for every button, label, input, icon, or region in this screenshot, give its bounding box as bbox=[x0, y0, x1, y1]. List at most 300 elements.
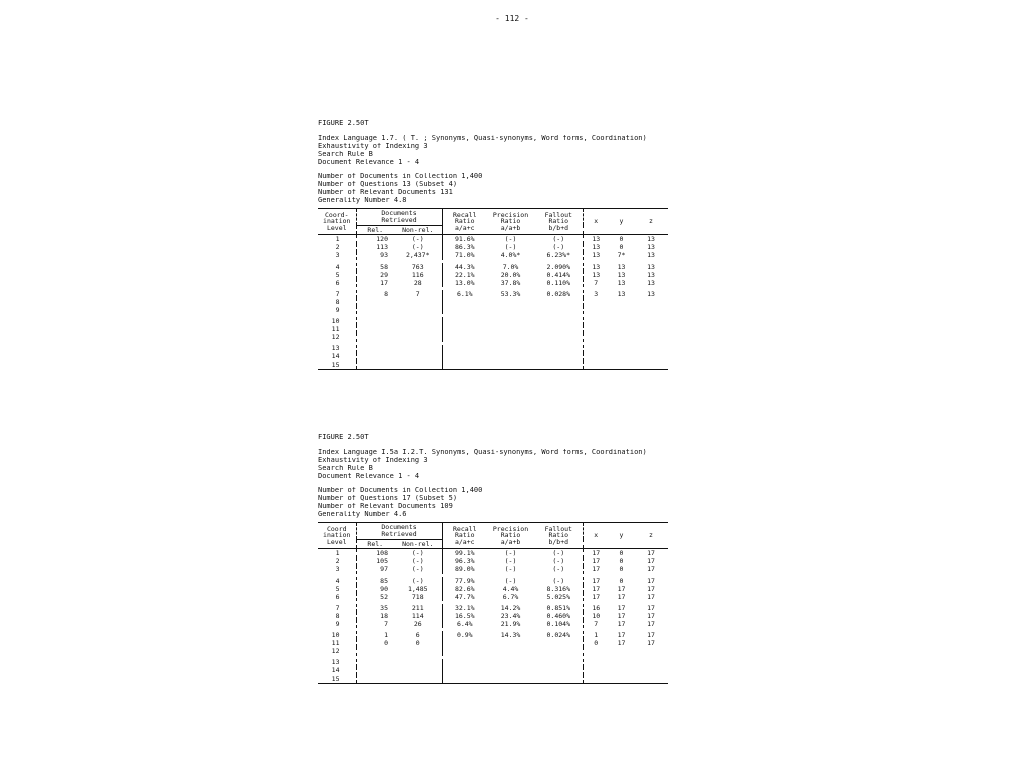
cell-recall: 47.7% bbox=[442, 593, 487, 603]
cell-level: 3 bbox=[335, 251, 340, 260]
cell-fallout bbox=[534, 298, 583, 306]
cell-rel: 108 bbox=[356, 549, 394, 558]
cell-precision: 6.7% bbox=[502, 592, 519, 601]
cell-precision bbox=[487, 647, 534, 657]
cell-level: 13 bbox=[331, 344, 340, 353]
cell-z: 13 bbox=[647, 235, 655, 244]
table-row bbox=[318, 244, 668, 252]
cell-fallout: (-) bbox=[552, 576, 565, 585]
cell-y: 17 bbox=[617, 603, 626, 612]
cell-x: 0 bbox=[583, 639, 609, 647]
cell-recall bbox=[442, 306, 487, 316]
cell-y bbox=[609, 353, 634, 361]
cell-rel: 52 bbox=[356, 593, 394, 603]
document-relevance: Document Relevance 1 - 4 bbox=[318, 159, 420, 166]
num-questions: Number of Questions 13 (Subset 4) bbox=[318, 181, 458, 188]
cell-nonrel: 2,437* bbox=[406, 251, 430, 260]
header-x: x bbox=[583, 209, 609, 235]
num-relevant: Number of Relevant Documents 131 bbox=[318, 189, 453, 196]
table-row bbox=[318, 316, 668, 326]
table-row bbox=[318, 657, 668, 667]
cell-nonrel: 718 bbox=[411, 592, 424, 601]
header-recall: Recall Ratio a/a+c bbox=[442, 523, 487, 549]
table-row bbox=[318, 306, 668, 316]
cell-level: 8 bbox=[335, 297, 340, 306]
cell-nonrel bbox=[394, 316, 442, 326]
cell-y: 13 bbox=[617, 270, 626, 279]
cell-nonrel bbox=[394, 675, 442, 684]
cell-rel: 105 bbox=[356, 558, 394, 566]
cell-precision bbox=[487, 657, 534, 667]
cell-x: 13 bbox=[583, 271, 609, 279]
cell-x bbox=[583, 343, 609, 353]
cell-nonrel: (-) bbox=[411, 565, 424, 574]
cell-precision: 14.3% bbox=[500, 631, 521, 640]
cell-precision: (-) bbox=[504, 565, 517, 574]
cell-rel: 93 bbox=[356, 252, 394, 262]
table-row bbox=[318, 279, 668, 289]
cell-z: 13 bbox=[647, 262, 655, 271]
cell-level: 2 bbox=[335, 557, 340, 566]
cell-precision bbox=[487, 343, 534, 353]
cell-rel bbox=[356, 675, 394, 684]
header-y: y bbox=[619, 531, 624, 540]
cell-nonrel: (-) bbox=[411, 557, 424, 566]
num-relevant: Number of Relevant Documents 109 bbox=[318, 503, 453, 510]
cell-rel bbox=[356, 333, 394, 343]
cell-x: 17 bbox=[583, 566, 609, 576]
cell-fallout bbox=[534, 316, 583, 326]
cell-x: 3 bbox=[583, 289, 609, 299]
cell-nonrel: 1,485 bbox=[407, 584, 428, 593]
cell-x: 16 bbox=[583, 603, 609, 613]
search-rule: Search Rule B bbox=[318, 465, 373, 472]
table-row bbox=[318, 585, 668, 593]
cell-nonrel bbox=[394, 657, 442, 667]
results-table bbox=[318, 522, 668, 684]
cell-z: 13 bbox=[647, 289, 655, 298]
cell-z bbox=[634, 316, 668, 326]
cell-rel: 97 bbox=[356, 566, 394, 576]
cell-y bbox=[609, 333, 634, 343]
header-rel: Rel. bbox=[356, 539, 394, 549]
cell-recall: 6.4% bbox=[442, 620, 487, 630]
cell-x: 1 bbox=[583, 630, 609, 640]
cell-x: 17 bbox=[583, 593, 609, 603]
document-relevance: Document Relevance 1 - 4 bbox=[318, 473, 420, 480]
cell-y: 0 bbox=[619, 576, 624, 585]
table-row bbox=[318, 566, 668, 576]
cell-nonrel: 211 bbox=[411, 603, 424, 612]
cell-precision: 4.0%* bbox=[500, 251, 521, 260]
cell-fallout: 0.414% bbox=[546, 270, 570, 279]
cell-fallout: 8.316% bbox=[546, 584, 570, 593]
cell-fallout: (-) bbox=[552, 549, 565, 558]
cell-nonrel bbox=[394, 353, 442, 361]
cell-recall: 32.1% bbox=[442, 603, 487, 613]
header-nonrel: Non-rel. bbox=[402, 539, 434, 548]
cell-precision bbox=[487, 667, 534, 675]
cell-x: 13 bbox=[583, 244, 609, 252]
header-row bbox=[318, 209, 668, 226]
cell-nonrel: 26 bbox=[413, 619, 422, 628]
cell-z: 17 bbox=[647, 576, 655, 585]
cell-rel: 0 bbox=[356, 639, 394, 647]
figure-bottom bbox=[318, 434, 668, 684]
cell-level: 9 bbox=[335, 305, 340, 314]
cell-z: 17 bbox=[647, 584, 655, 593]
cell-nonrel bbox=[394, 306, 442, 316]
cell-rel: 29 bbox=[356, 271, 394, 279]
header-level: Coord- ination Level bbox=[323, 210, 351, 233]
cell-recall bbox=[442, 298, 487, 306]
cell-y: 13 bbox=[617, 262, 626, 271]
table-row bbox=[318, 639, 668, 647]
cell-z: 13 bbox=[647, 278, 655, 287]
cell-fallout bbox=[534, 657, 583, 667]
cell-x bbox=[583, 667, 609, 675]
header-documents: Documents Retrieved bbox=[356, 209, 442, 226]
table-row bbox=[318, 361, 668, 370]
table-row bbox=[318, 333, 668, 343]
header-x: x bbox=[583, 523, 609, 549]
cell-rel: 120 bbox=[356, 235, 394, 244]
cell-x: 7 bbox=[583, 620, 609, 630]
generality-number: Generality Number 4.6 bbox=[318, 511, 407, 518]
cell-y bbox=[609, 325, 634, 333]
cell-z: 17 bbox=[647, 592, 655, 601]
cell-precision: (-) bbox=[504, 243, 517, 252]
cell-fallout bbox=[534, 325, 583, 333]
header-level: Coord ination Level bbox=[323, 524, 351, 547]
cell-nonrel: 763 bbox=[411, 262, 424, 271]
cell-recall: 77.9% bbox=[442, 575, 487, 585]
figure-title: FIGURE 2.50T bbox=[318, 433, 369, 441]
cell-z: 17 bbox=[647, 631, 655, 640]
header-z: z bbox=[649, 217, 653, 226]
cell-recall bbox=[442, 353, 487, 361]
cell-z: 17 bbox=[647, 549, 655, 558]
header-documents: Documents Retrieved bbox=[356, 523, 442, 540]
cell-precision bbox=[487, 298, 534, 306]
exhaustivity: Exhaustivity of Indexing 3 bbox=[318, 457, 428, 464]
cell-nonrel: (-) bbox=[411, 576, 424, 585]
cell-precision bbox=[487, 325, 534, 333]
cell-nonrel bbox=[394, 361, 442, 370]
header-row bbox=[318, 523, 668, 540]
table-row bbox=[318, 603, 668, 613]
cell-rel bbox=[356, 298, 394, 306]
cell-rel: 58 bbox=[356, 261, 394, 271]
cell-rel: 17 bbox=[356, 279, 394, 289]
cell-fallout bbox=[534, 343, 583, 353]
cell-y bbox=[609, 675, 634, 684]
cell-rel bbox=[356, 316, 394, 326]
cell-level: 10 bbox=[331, 631, 340, 640]
num-questions: Number of Questions 17 (Subset 5) bbox=[318, 495, 458, 502]
cell-y: 17 bbox=[617, 584, 626, 593]
cell-nonrel bbox=[394, 647, 442, 657]
cell-precision: (-) bbox=[504, 576, 517, 585]
table-row bbox=[318, 575, 668, 585]
cell-recall: 86.3% bbox=[442, 244, 487, 252]
cell-z: 17 bbox=[647, 603, 655, 612]
cell-nonrel: 6 bbox=[415, 631, 420, 640]
cell-nonrel: 0 bbox=[415, 639, 420, 648]
cell-x bbox=[583, 657, 609, 667]
results-table bbox=[318, 208, 668, 370]
cell-fallout: 0.024% bbox=[546, 631, 570, 640]
cell-level: 3 bbox=[335, 565, 340, 574]
cell-x bbox=[583, 675, 609, 684]
cell-rel bbox=[356, 306, 394, 316]
cell-y: 13 bbox=[617, 278, 626, 287]
cell-precision: (-) bbox=[504, 557, 517, 566]
cell-recall bbox=[442, 333, 487, 343]
cell-x: 10 bbox=[583, 612, 609, 620]
num-documents: Number of Documents in Collection 1,400 bbox=[318, 173, 483, 180]
cell-fallout: 5.025% bbox=[546, 592, 570, 601]
cell-precision: 4.4% bbox=[502, 584, 519, 593]
cell-level: 11 bbox=[331, 325, 340, 334]
exhaustivity: Exhaustivity of Indexing 3 bbox=[318, 143, 428, 150]
cell-x bbox=[583, 361, 609, 370]
cell-z bbox=[634, 306, 668, 316]
cell-x: 17 bbox=[583, 549, 609, 558]
cell-recall bbox=[442, 675, 487, 684]
cell-z bbox=[634, 343, 668, 353]
cell-z: 13 bbox=[647, 270, 655, 279]
cell-x bbox=[583, 353, 609, 361]
table-row bbox=[318, 353, 668, 361]
cell-recall: 22.1% bbox=[442, 271, 487, 279]
cell-z: 17 bbox=[647, 565, 655, 574]
cell-recall bbox=[442, 667, 487, 675]
cell-fallout: (-) bbox=[552, 235, 565, 244]
cell-nonrel: 28 bbox=[413, 278, 422, 287]
cell-x bbox=[583, 316, 609, 326]
cell-fallout: 0.851% bbox=[546, 603, 570, 612]
cell-recall: 0.9% bbox=[442, 630, 487, 640]
cell-level: 12 bbox=[331, 647, 340, 656]
cell-z: 13 bbox=[647, 251, 655, 260]
table-row bbox=[318, 235, 668, 244]
cell-z bbox=[634, 298, 668, 306]
cell-z: 17 bbox=[647, 557, 655, 566]
cell-precision bbox=[487, 333, 534, 343]
cell-fallout: 0.460% bbox=[546, 611, 570, 620]
cell-precision: 21.9% bbox=[500, 619, 521, 628]
cell-fallout bbox=[534, 361, 583, 370]
cell-rel: 35 bbox=[356, 603, 394, 613]
cell-rel: 8 bbox=[356, 289, 394, 299]
cell-z bbox=[634, 647, 668, 657]
cell-y: 7* bbox=[617, 251, 626, 260]
cell-recall: 99.1% bbox=[442, 549, 487, 558]
cell-y bbox=[609, 647, 634, 657]
cell-precision bbox=[487, 675, 534, 684]
cell-y bbox=[609, 298, 634, 306]
cell-y: 17 bbox=[617, 631, 626, 640]
cell-rel: 90 bbox=[356, 585, 394, 593]
cell-z bbox=[634, 361, 668, 370]
cell-z bbox=[634, 333, 668, 343]
cell-rel bbox=[356, 353, 394, 361]
cell-nonrel bbox=[394, 325, 442, 333]
cell-rel bbox=[356, 647, 394, 657]
cell-recall bbox=[442, 325, 487, 333]
cell-level: 14 bbox=[331, 666, 340, 675]
cell-recall: 13.0% bbox=[442, 279, 487, 289]
cell-fallout: 0.110% bbox=[546, 278, 570, 287]
figure-top bbox=[318, 120, 668, 370]
cell-level: 2 bbox=[335, 243, 340, 252]
cell-precision: 7.0% bbox=[502, 262, 519, 271]
cell-recall: 71.0% bbox=[442, 252, 487, 262]
cell-fallout: 0.104% bbox=[546, 619, 570, 628]
cell-y: 17 bbox=[617, 592, 626, 601]
cell-level: 15 bbox=[331, 674, 340, 683]
header-fallout: Fallout Ratio b/b+d bbox=[544, 210, 572, 233]
generality-number: Generality Number 4.8 bbox=[318, 197, 407, 204]
cell-z: 17 bbox=[647, 619, 655, 628]
cell-z: 17 bbox=[647, 611, 655, 620]
cell-fallout: (-) bbox=[552, 565, 565, 574]
table-row bbox=[318, 289, 668, 299]
cell-nonrel: 7 bbox=[415, 289, 420, 298]
cell-precision bbox=[487, 353, 534, 361]
cell-y bbox=[609, 316, 634, 326]
cell-level: 4 bbox=[335, 262, 340, 271]
table-row bbox=[318, 343, 668, 353]
table-row bbox=[318, 612, 668, 620]
cell-recall: 6.1% bbox=[442, 289, 487, 299]
cell-y bbox=[609, 667, 634, 675]
cell-recall bbox=[442, 639, 487, 647]
header-z: z bbox=[649, 531, 653, 540]
cell-level: 9 bbox=[335, 619, 340, 628]
cell-recall: 82.6% bbox=[442, 585, 487, 593]
cell-precision: (-) bbox=[504, 235, 517, 244]
cell-y: 13 bbox=[617, 289, 626, 298]
cell-y: 0 bbox=[619, 243, 624, 252]
table-row bbox=[318, 558, 668, 566]
cell-nonrel: 114 bbox=[411, 611, 424, 620]
cell-x: 13 bbox=[583, 261, 609, 271]
cell-level: 11 bbox=[331, 639, 340, 648]
cell-recall bbox=[442, 316, 487, 326]
cell-x: 17 bbox=[583, 575, 609, 585]
cell-y bbox=[609, 361, 634, 370]
header-rel: Rel. bbox=[356, 225, 394, 235]
cell-z bbox=[634, 353, 668, 361]
cell-nonrel: 116 bbox=[411, 270, 424, 279]
cell-nonrel bbox=[394, 333, 442, 343]
cell-z bbox=[634, 657, 668, 667]
cell-z: 17 bbox=[647, 639, 655, 648]
cell-level: 8 bbox=[335, 611, 340, 620]
cell-precision: 23.4% bbox=[500, 611, 521, 620]
table-row bbox=[318, 261, 668, 271]
table-row bbox=[318, 630, 668, 640]
cell-level: 15 bbox=[331, 360, 340, 369]
cell-fallout: 2.090% bbox=[546, 262, 570, 271]
cell-level: 6 bbox=[335, 592, 340, 601]
cell-z bbox=[634, 325, 668, 333]
cell-precision: 14.2% bbox=[500, 603, 521, 612]
cell-precision bbox=[487, 306, 534, 316]
header-nonrel: Non-rel. bbox=[402, 225, 434, 234]
table-row bbox=[318, 325, 668, 333]
cell-x: 13 bbox=[583, 235, 609, 244]
cell-fallout bbox=[534, 333, 583, 343]
cell-precision bbox=[487, 639, 534, 647]
cell-level: 7 bbox=[335, 289, 340, 298]
cell-rel: 113 bbox=[356, 244, 394, 252]
cell-level: 7 bbox=[335, 603, 340, 612]
cell-recall: 96.3% bbox=[442, 558, 487, 566]
cell-recall bbox=[442, 361, 487, 370]
cell-rel bbox=[356, 667, 394, 675]
cell-rel: 85 bbox=[356, 575, 394, 585]
cell-precision: (-) bbox=[504, 549, 517, 558]
cell-fallout: 0.028% bbox=[546, 289, 570, 298]
figure-title: FIGURE 2.50T bbox=[318, 119, 369, 127]
header-fallout: Fallout Ratio b/b+d bbox=[544, 524, 572, 547]
cell-y: 17 bbox=[617, 639, 626, 648]
cell-level: 5 bbox=[335, 584, 340, 593]
table-row bbox=[318, 593, 668, 603]
cell-fallout bbox=[534, 639, 583, 647]
table-row bbox=[318, 675, 668, 684]
cell-nonrel: (-) bbox=[411, 235, 424, 244]
index-language: Index Language I.5a I.2.T. Synonyms, Quasi-synonyms, Word forms, Coordination) bbox=[318, 449, 647, 456]
cell-fallout: (-) bbox=[552, 557, 565, 566]
cell-x bbox=[583, 298, 609, 306]
header-recall: Recall Ratio a/a+c bbox=[442, 209, 487, 235]
cell-nonrel: (-) bbox=[411, 243, 424, 252]
cell-y: 0 bbox=[619, 549, 624, 558]
table-row bbox=[318, 647, 668, 657]
cell-level: 1 bbox=[335, 549, 340, 558]
cell-recall: 91.6% bbox=[442, 235, 487, 244]
cell-y: 0 bbox=[619, 565, 624, 574]
cell-fallout: 6.23%* bbox=[546, 251, 570, 260]
cell-recall bbox=[442, 647, 487, 657]
cell-y bbox=[609, 306, 634, 316]
cell-recall: 89.0% bbox=[442, 566, 487, 576]
header-y: y bbox=[619, 217, 624, 226]
header-precision: Precision Ratio a/a+b bbox=[492, 210, 529, 233]
cell-nonrel bbox=[394, 343, 442, 353]
table-row bbox=[318, 271, 668, 279]
cell-y: 0 bbox=[619, 235, 624, 244]
cell-fallout bbox=[534, 306, 583, 316]
cell-x bbox=[583, 647, 609, 657]
cell-fallout: (-) bbox=[552, 243, 565, 252]
cell-precision bbox=[487, 361, 534, 370]
cell-x: 17 bbox=[583, 585, 609, 593]
cell-z bbox=[634, 675, 668, 684]
table-row bbox=[318, 620, 668, 630]
cell-z: 13 bbox=[647, 243, 655, 252]
table-row bbox=[318, 252, 668, 262]
cell-x: 17 bbox=[583, 558, 609, 566]
cell-x: 7 bbox=[583, 279, 609, 289]
cell-rel: 1 bbox=[356, 630, 394, 640]
cell-x bbox=[583, 306, 609, 316]
cell-rel bbox=[356, 343, 394, 353]
